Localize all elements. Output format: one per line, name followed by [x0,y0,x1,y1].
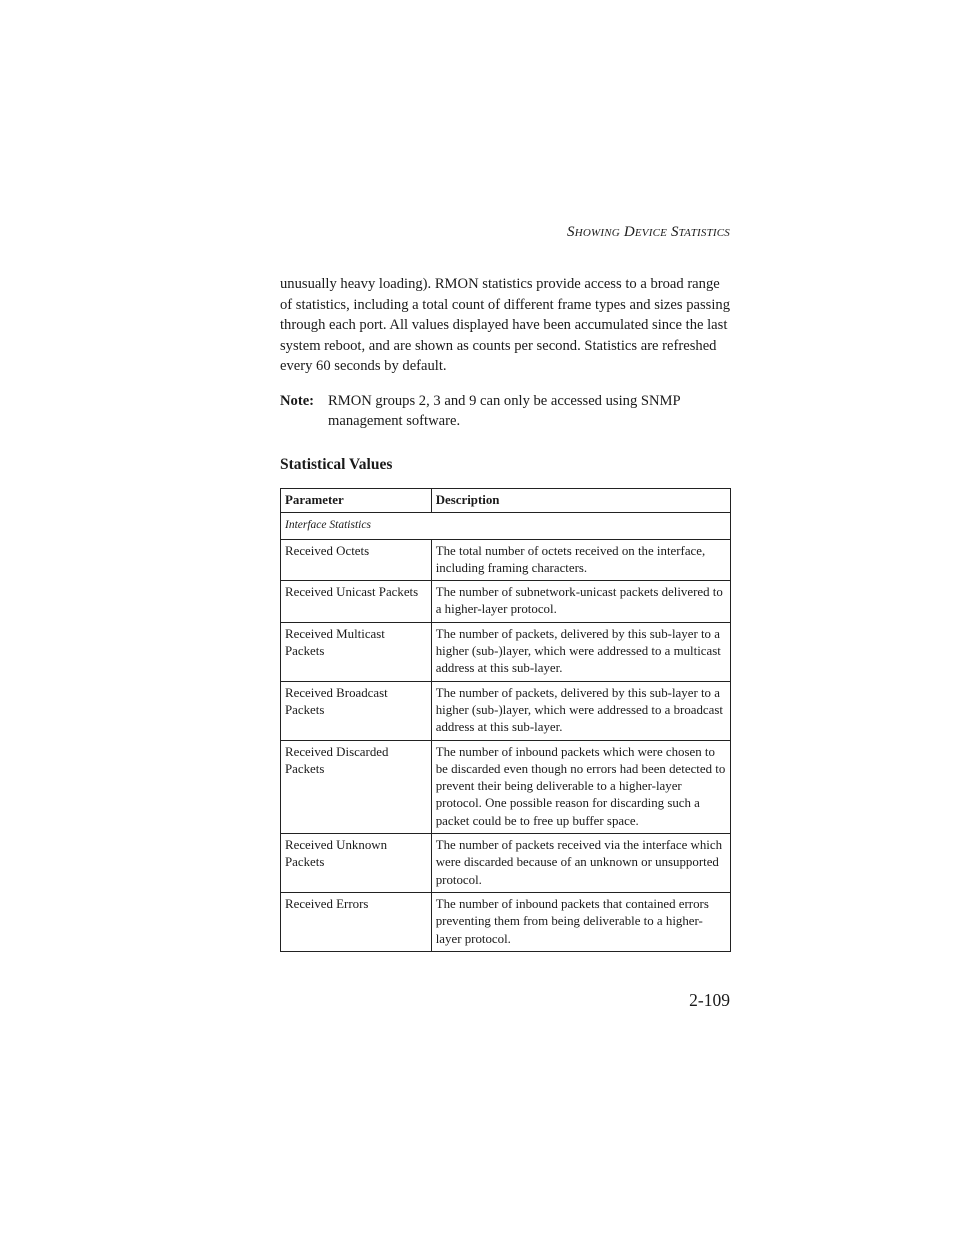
parameter-cell: Received Unknown Packets [281,834,432,893]
parameter-cell: Received Unicast Packets [281,581,432,623]
table-row [281,581,731,623]
table-row [281,834,731,893]
description-cell: The number of packets, delivered by this sub-layer to a higher (sub-)layer, which were addressed to a broadcast address at this sub-layer. [431,681,730,740]
table-row [281,740,731,833]
note-label: Note: [280,393,315,409]
group-row [281,513,731,539]
statistics-table [280,488,731,952]
description-cell: The number of inbound packets which were chosen to be discarded even though no errors had been detected to prevent their being deliverable to a higher-layer protocol. One possible reason for discarding such a packet could be to free up buffer space. [431,740,730,833]
description-cell: The number of subnetwork-unicast packets delivered to a higher-layer protocol. [431,581,730,623]
description-cell: The number of packets received via the interface which were discarded because of an unknown or unsupported protocol. [431,834,730,893]
note-text: RMON groups 2, 3 and 9 can only be accessed using SNMP management software. [328,393,681,429]
parameter-cell: Received Multicast Packets [281,622,432,681]
description-cell: The total number of octets received on the interface, including framing characters. [431,539,730,581]
column-header-description: Description [431,489,730,513]
note-block [280,391,732,431]
table-row [281,681,731,740]
table-row [281,539,731,581]
parameter-cell: Received Discarded Packets [281,740,432,833]
parameter-cell: Received Broadcast Packets [281,681,432,740]
description-cell: The number of packets, delivered by this sub-layer to a higher (sub-)layer, which were addressed to a multicast address at this sub-layer. [431,622,730,681]
running-header: Showing Device Statistics [567,224,730,240]
table-header-row [281,489,731,513]
group-label: Interface Statistics [281,513,731,539]
table-row [281,892,731,951]
parameter-cell: Received Errors [281,892,432,951]
page-number: 2-109 [689,990,730,1010]
table-row [281,622,731,681]
body-paragraph: unusually heavy loading). RMON statistics provide access to a broad range of statistics, including a total count of different frame types and sizes passing through each port. All values displayed have been accumulated since the last system reboot, and are shown as counts per second. Statistics are refreshed every 60 seconds by default. [280,276,730,374]
section-heading: Statistical Values [280,456,393,473]
parameter-cell: Received Octets [281,539,432,581]
column-header-parameter: Parameter [281,489,432,513]
description-cell: The number of inbound packets that contained errors preventing them from being deliverable to a higher-layer protocol. [431,892,730,951]
